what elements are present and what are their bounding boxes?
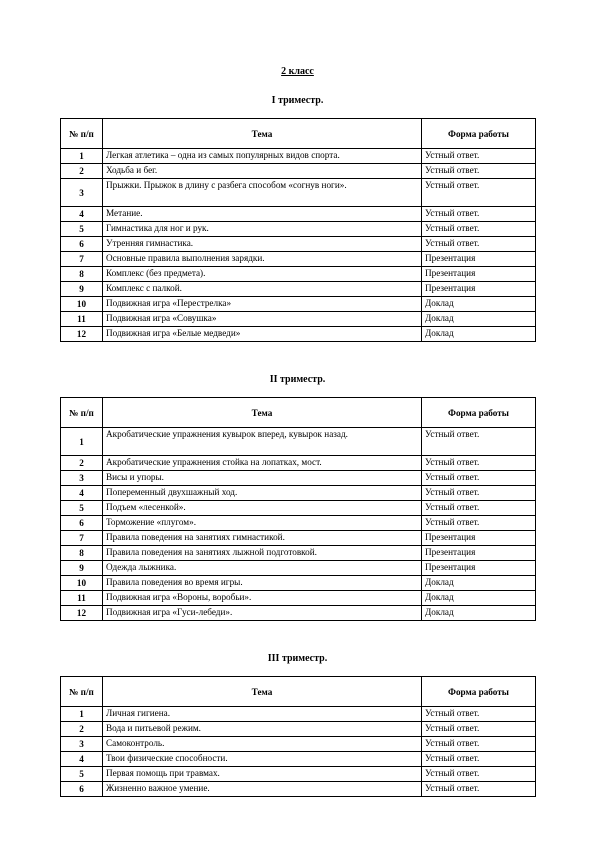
row-num: 10 <box>61 297 103 312</box>
row-topic: Легкая атлетика – одна из самых популярных видов спорта. <box>103 149 422 164</box>
row-topic: Одежда лыжника. <box>103 561 422 576</box>
row-topic: Основные правила выполнения зарядки. <box>103 252 422 267</box>
row-form: Доклад <box>422 297 536 312</box>
row-topic: Правила поведения на занятиях лыжной подготовкой. <box>103 546 422 561</box>
row-topic: Утренняя гимнастика. <box>103 237 422 252</box>
table-row <box>61 252 536 267</box>
row-num: 1 <box>61 149 103 164</box>
header-form: Форма работы <box>422 119 536 149</box>
header-form: Форма работы <box>422 398 536 428</box>
table-row <box>61 707 536 722</box>
row-form: Доклад <box>422 327 536 342</box>
row-form: Презентация <box>422 267 536 282</box>
header-num: № п/п <box>61 677 103 707</box>
row-topic: Подвижная игра «Вороны, воробьи». <box>103 591 422 606</box>
row-topic: Подвижная игра «Перестрелка» <box>103 297 422 312</box>
row-form: Устный ответ. <box>422 149 536 164</box>
table-row <box>61 782 536 797</box>
row-form: Устный ответ. <box>422 722 536 737</box>
row-num: 2 <box>61 722 103 737</box>
row-form: Устный ответ. <box>422 767 536 782</box>
row-num: 5 <box>61 767 103 782</box>
row-num: 7 <box>61 531 103 546</box>
row-num: 10 <box>61 576 103 591</box>
row-form: Устный ответ. <box>422 737 536 752</box>
row-topic: Вода и питьевой режим. <box>103 722 422 737</box>
row-form: Презентация <box>422 282 536 297</box>
row-num: 2 <box>61 164 103 179</box>
row-topic: Жизненно важное умение. <box>103 782 422 797</box>
row-topic: Подвижная игра «Совушка» <box>103 312 422 327</box>
row-form: Доклад <box>422 576 536 591</box>
trimester-1-heading: I триместр. <box>271 95 324 106</box>
table-row <box>61 501 536 516</box>
row-topic: Торможение «плугом». <box>103 516 422 531</box>
table-row <box>61 237 536 252</box>
row-topic: Акробатические упражнения кувырок вперед, кувырок назад. <box>103 428 422 456</box>
row-topic: Подъем «лесенкой». <box>103 501 422 516</box>
table-row <box>61 576 536 591</box>
row-topic: Прыжки. Прыжок в длину с разбега способом «согнув ноги». <box>103 179 422 207</box>
table-row <box>61 516 536 531</box>
table-row <box>61 179 536 207</box>
row-num: 7 <box>61 252 103 267</box>
row-form: Устный ответ. <box>422 782 536 797</box>
table-row <box>61 282 536 297</box>
table-row <box>61 222 536 237</box>
row-num: 9 <box>61 282 103 297</box>
row-num: 5 <box>61 222 103 237</box>
row-topic: Твои физические способности. <box>103 752 422 767</box>
row-form: Устный ответ. <box>422 207 536 222</box>
table-row <box>61 752 536 767</box>
row-topic: Метание. <box>103 207 422 222</box>
row-num: 6 <box>61 782 103 797</box>
table-row <box>61 327 536 342</box>
header-form: Форма работы <box>422 677 536 707</box>
row-num: 3 <box>61 737 103 752</box>
row-topic: Комплекс (без предмета). <box>103 267 422 282</box>
table-row <box>61 267 536 282</box>
row-form: Презентация <box>422 531 536 546</box>
row-form: Устный ответ. <box>422 428 536 456</box>
row-form: Устный ответ. <box>422 707 536 722</box>
row-form: Устный ответ. <box>422 501 536 516</box>
row-num: 4 <box>61 207 103 222</box>
row-form: Устный ответ. <box>422 752 536 767</box>
table-row <box>61 471 536 486</box>
row-num: 4 <box>61 752 103 767</box>
row-form: Устный ответ. <box>422 456 536 471</box>
table-row <box>61 606 536 621</box>
row-topic: Правила поведения во время игры. <box>103 576 422 591</box>
row-num: 11 <box>61 312 103 327</box>
header-num: № п/п <box>61 119 103 149</box>
row-form: Устный ответ. <box>422 179 536 207</box>
table-header-row <box>61 677 536 707</box>
table-row <box>61 737 536 752</box>
table-row <box>61 561 536 576</box>
row-topic: Гимнастика для ног и рук. <box>103 222 422 237</box>
row-form: Доклад <box>422 591 536 606</box>
table-row <box>61 297 536 312</box>
row-form: Устный ответ. <box>422 164 536 179</box>
row-num: 3 <box>61 179 103 207</box>
trimester-3-heading: III триместр. <box>267 653 328 664</box>
row-topic: Первая помощь при травмах. <box>103 767 422 782</box>
row-form: Доклад <box>422 606 536 621</box>
header-topic: Тема <box>103 677 422 707</box>
row-topic: Самоконтроль. <box>103 737 422 752</box>
trimester-2-table <box>60 397 536 621</box>
table-row <box>61 591 536 606</box>
table-row <box>61 312 536 327</box>
row-topic: Правила поведения на занятиях гимнастикой. <box>103 531 422 546</box>
row-num: 2 <box>61 456 103 471</box>
table-row <box>61 428 536 456</box>
row-num: 12 <box>61 327 103 342</box>
table-row <box>61 486 536 501</box>
row-form: Устный ответ. <box>422 471 536 486</box>
trimester-1-table <box>60 118 536 342</box>
row-form: Устный ответ. <box>422 237 536 252</box>
table-header-row <box>61 119 536 149</box>
row-form: Презентация <box>422 561 536 576</box>
row-topic: Попеременный двухшажный ход. <box>103 486 422 501</box>
row-topic: Подвижная игра «Белые медведи» <box>103 327 422 342</box>
row-topic: Висы и упоры. <box>103 471 422 486</box>
row-num: 11 <box>61 591 103 606</box>
table-row <box>61 767 536 782</box>
row-num: 3 <box>61 471 103 486</box>
header-topic: Тема <box>103 119 422 149</box>
trimester-3-table <box>60 676 536 797</box>
row-num: 4 <box>61 486 103 501</box>
row-form: Презентация <box>422 252 536 267</box>
row-num: 8 <box>61 546 103 561</box>
row-num: 6 <box>61 516 103 531</box>
row-num: 1 <box>61 428 103 456</box>
row-form: Презентация <box>422 546 536 561</box>
row-form: Устный ответ. <box>422 516 536 531</box>
table-row <box>61 722 536 737</box>
row-num: 5 <box>61 501 103 516</box>
row-num: 6 <box>61 237 103 252</box>
table-row <box>61 546 536 561</box>
document-title: 2 класс <box>281 66 314 77</box>
header-num: № п/п <box>61 398 103 428</box>
row-topic: Ходьба и бег. <box>103 164 422 179</box>
row-topic: Личная гигиена. <box>103 707 422 722</box>
trimester-2-heading: II триместр. <box>269 374 326 385</box>
row-num: 12 <box>61 606 103 621</box>
row-num: 9 <box>61 561 103 576</box>
row-form: Устный ответ. <box>422 222 536 237</box>
row-topic: Комплекс с палкой. <box>103 282 422 297</box>
row-topic: Акробатические упражнения стойка на лопатках, мост. <box>103 456 422 471</box>
table-row <box>61 456 536 471</box>
row-topic: Подвижная игра «Гуси-лебеди». <box>103 606 422 621</box>
table-header-row <box>61 398 536 428</box>
table-row <box>61 164 536 179</box>
table-row <box>61 149 536 164</box>
table-row <box>61 531 536 546</box>
row-num: 8 <box>61 267 103 282</box>
row-num: 1 <box>61 707 103 722</box>
row-form: Устный ответ. <box>422 486 536 501</box>
table-row <box>61 207 536 222</box>
row-form: Доклад <box>422 312 536 327</box>
header-topic: Тема <box>103 398 422 428</box>
